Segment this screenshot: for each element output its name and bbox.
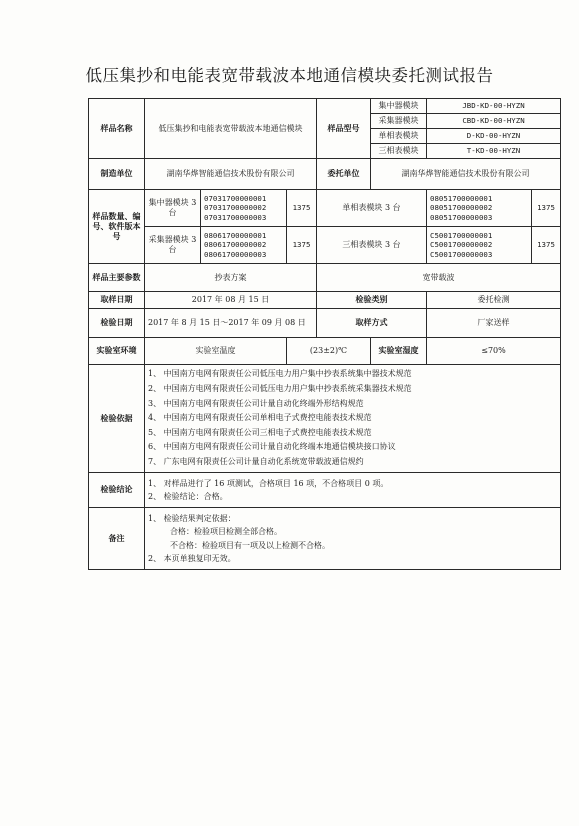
software-version: 1375 — [532, 190, 561, 227]
sample-name-value: 低压集抄和电能表宽带载波本地通信模块 — [145, 99, 317, 159]
sample-group-name: 三相表模块 3 台 — [317, 227, 427, 264]
software-version: 1375 — [287, 227, 317, 264]
list-item: 3、 中国南方电网有限责任公司计量自动化终端外形结构规范 — [148, 398, 364, 408]
model-type: 单相表模块 — [371, 129, 427, 144]
lab-temp-value: (23±2)℃ — [287, 338, 371, 365]
list-item: 不合格：检验项目有一项及以上检测不合格。 — [170, 540, 330, 550]
model-code: T-KD-00-HYZN — [427, 144, 561, 159]
conclusion-list — [145, 473, 561, 508]
list-item: 1、 对样品进行了 16 项测试，合格项目 16 项，不合格项目 0 项。 — [148, 479, 389, 488]
model-type: 采集器模块 — [371, 114, 427, 129]
remarks-label: 备注 — [89, 508, 145, 570]
basis-label: 检验依据 — [89, 365, 145, 473]
basis-list — [145, 365, 561, 473]
sample-group-name: 集中器模块 3 台 — [145, 190, 201, 227]
manufacturer-value: 湖南华烨智能通信技术股份有限公司 — [145, 159, 317, 190]
lab-humidity-label: 实验室湿度 — [371, 338, 427, 365]
model-code: D-KD-00-HYZN — [427, 129, 561, 144]
list-item: 7、 广东电网有限责任公司计量自动化系统宽带载波通信规约 — [148, 456, 364, 466]
inspection-date-label: 检验日期 — [89, 309, 145, 338]
lab-temp-name: 实验室温度 — [145, 338, 287, 365]
list-item: 1、 中国南方电网有限责任公司低压电力用户集中抄表系统集中器技术规范 — [148, 369, 412, 379]
sampling-method-label: 取样方式 — [317, 309, 427, 338]
client-label: 委托单位 — [317, 159, 371, 190]
lab-humidity-value: ≤70% — [427, 338, 561, 365]
sample-id-list: 08061700000001 08061700000002 08061700000003 — [201, 227, 287, 264]
software-version: 1375 — [287, 190, 317, 227]
conclusion-label: 检验结论 — [89, 473, 145, 508]
inspection-type-label: 检验类别 — [317, 292, 427, 309]
remarks-list — [145, 508, 561, 570]
samples-label: 样品数量、编号、软件版本号 — [89, 190, 145, 264]
inspection-type-value: 委托检测 — [427, 292, 561, 309]
main-params-label: 样品主要参数 — [89, 264, 145, 292]
sample-id-list: 08051700000001 08051700000002 08051700000003 — [427, 190, 532, 227]
lab-env-label: 实验室环境 — [89, 338, 145, 365]
sample-id-list: 07031700000001 07031700000002 07031700000003 — [201, 190, 287, 227]
report-table — [88, 98, 561, 570]
sample-group-name: 采集器模块 3 台 — [145, 227, 201, 264]
sampling-method-value: 厂家送样 — [427, 309, 561, 338]
list-item: 5、 中国南方电网有限责任公司三相电子式费控电能表技术规范 — [148, 427, 372, 437]
list-item: 6、 中国南方电网有限责任公司计量自动化终端本地通信模块接口协议 — [148, 442, 396, 452]
sampling-date-label: 取样日期 — [89, 292, 145, 309]
list-item: 2、 本页单独复印无效。 — [148, 554, 236, 563]
model-type: 三相表模块 — [371, 144, 427, 159]
report-title: 低压集抄和电能表宽带载波本地通信模块委托测试报告 — [85, 66, 494, 85]
sample-name-label: 样品名称 — [89, 99, 145, 159]
sample-group-name: 单相表模块 3 台 — [317, 190, 427, 227]
inspection-date-value: 2017 年 8 月 15 日～2017 年 09 月 08 日 — [145, 309, 317, 338]
sample-id-list: C5001700000001 C5001700000002 C5001700000003 — [427, 227, 532, 264]
list-item: 4、 中国南方电网有限责任公司单相电子式费控电能表技术规范 — [148, 413, 372, 423]
main-param-item: 宽带载波 — [317, 264, 561, 292]
software-version: 1375 — [532, 227, 561, 264]
client-value: 湖南华烨智能通信技术股份有限公司 — [371, 159, 561, 190]
main-param-item: 抄表方案 — [145, 264, 317, 292]
model-code: JBD-KD-00-HYZN — [427, 99, 561, 114]
sampling-date-value: 2017 年 08 月 15 日 — [145, 292, 317, 309]
list-item: 合格：检验项目检测全部合格。 — [170, 527, 282, 536]
list-item: 1、 检验结果判定依据： — [148, 513, 236, 523]
sample-model-label: 样品型号 — [317, 99, 371, 159]
manufacturer-label: 制造单位 — [89, 159, 145, 190]
model-code: CBD-KD-00-HYZN — [427, 114, 561, 129]
list-item: 2、 中国南方电网有限责任公司低压电力用户集中抄表系统采集器技术规范 — [148, 384, 412, 394]
list-item: 2、 检验结论：合格。 — [148, 492, 228, 501]
model-type: 集中器模块 — [371, 99, 427, 114]
